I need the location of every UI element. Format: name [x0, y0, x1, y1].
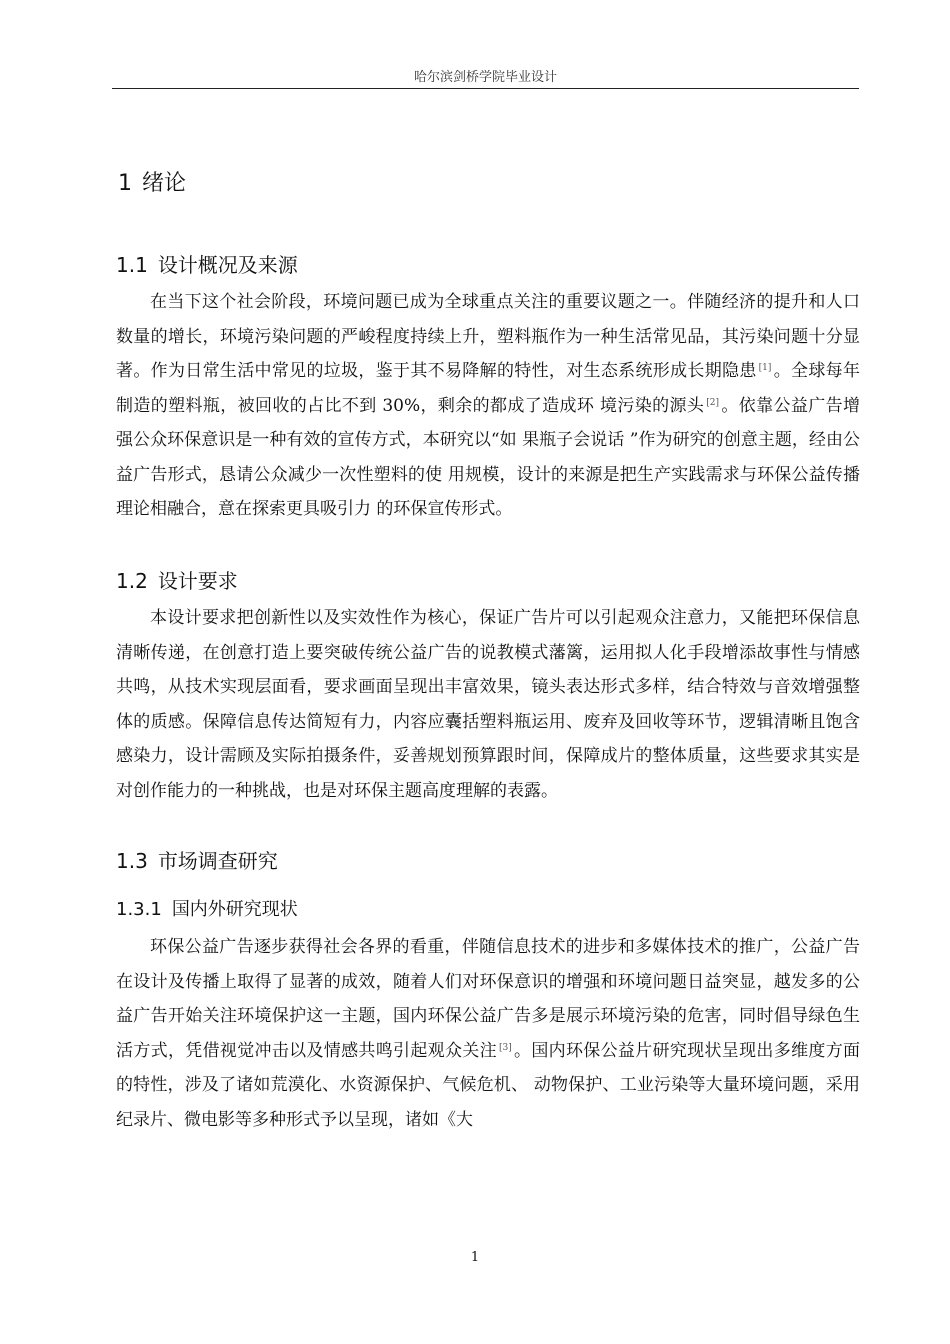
- page-number: 1: [470, 1250, 480, 1265]
- page-header: 哈尔滨剑桥学院毕业设计: [112, 66, 859, 89]
- section-number: 1.3: [116, 849, 148, 873]
- paragraph-text: 在当下这个社会阶段，环境问题已成为全球重点关注的重要议题之一。伴随经济的提升和人口数量的增长，环境污染问题的严峻程度持续上升，塑料瓶作为一种生活常见品，其污染问题十分显著。作为日常生活中常见的垃圾，鉴于其不易降解的特性，对生态系统形成长期隐患: [116, 292, 860, 381]
- section-title: 设计概况及来源: [157, 253, 298, 277]
- section-heading-1-1: [116, 249, 298, 278]
- subsection-number: 1.3.1: [116, 899, 162, 920]
- chapter-title: 绪论: [142, 171, 187, 196]
- citation-ref: [1]: [758, 363, 772, 373]
- section-heading-1-3: [116, 845, 278, 874]
- paragraph-text: 。全球每年制造的塑料瓶，被回收的占比不到 30%，剩余的都成了造成环 境污染的源头: [116, 361, 860, 416]
- paragraph-1-1: [116, 285, 860, 527]
- paragraph-text: 。国内环保公益片研究现状呈现出多维度方面的特性，涉及了诸如荒漠化、水资源保护、气候危机、 动物保护、工业污染等大量环境问题，采用纪录片、微电影等多种形式予以呈现，诸如《大: [116, 1040, 861, 1130]
- paragraph-text: 本设计要求把创新性以及实效性作为核心，保证广告片可以引起观众注意力，又能把环保信息清晰传递，在创意打造上要突破传统公益广告的说教模式藩篱，运用拟人化手段增添故事性与情感共鸣，从技术实现层面看，要求画面呈现出丰富效果，镜头表达形式多样，结合特效与音效增强整体的质感。保障信息传达简短有力，内容应囊括塑料瓶运用、废弃及回收等环节，逻辑清晰且饱含感染力，设计需顾及实际拍摄条件，妥善规划预算跟时间，保障成片的整体质量，这些要求其实是对创作能力的一种挑战，也是对环保主题高度理解的表露。: [116, 608, 860, 801]
- chapter-number: 1: [118, 171, 132, 196]
- paragraph-1-2: [116, 601, 860, 808]
- section-title: 设计要求: [157, 569, 238, 593]
- subsection-heading-1-3-1: [116, 895, 298, 921]
- chapter-heading: [118, 166, 186, 197]
- section-number: 1.1: [116, 253, 148, 277]
- section-number: 1.2: [116, 569, 148, 593]
- subsection-title: 国内外研究现状: [171, 899, 298, 920]
- citation-ref: [3]: [498, 1042, 512, 1053]
- section-title: 市场调查研究: [157, 849, 278, 873]
- paragraph-text: 。依靠公益广告增强公众环保意识是一种有效的宣传方式，本研究以“如 果瓶子会说话 ”作为研究的创意主题，经由公益广告形式，恳请公众减少一次性塑料的使 用规模，设计的来源是把生产实践需求与环保公益传播理论相融合，意在探索更具吸引力 的环保宣传形式。: [116, 395, 861, 519]
- citation-ref: [2]: [706, 397, 720, 408]
- paragraph-1-3-1: [116, 930, 860, 1137]
- paragraph-text: 环保公益广告逐步获得社会各界的看重，伴随信息技术的进步和多媒体技术的推广，公益广告在设计及传播上取得了显著的成效，随着人们对环保意识的增强和环境问题日益突显，越发多的公益广告开始关注环境保护这一主题，国内环保公益广告多是展示环境污染的危害，同时倡导绿色生活方式，凭借视觉冲击以及情感共鸣引起观众关注: [116, 937, 860, 1061]
- section-heading-1-2: [116, 565, 238, 594]
